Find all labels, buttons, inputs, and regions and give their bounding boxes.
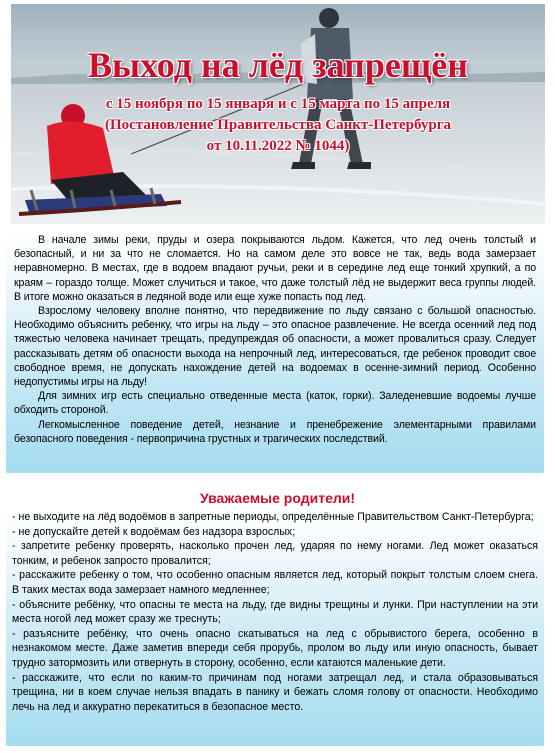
parents-heading: Уважаемые родители! <box>199 490 356 506</box>
banner-title: Выход на лёд запрещён <box>88 45 468 85</box>
banner-photo <box>11 4 545 224</box>
banner-decree: (Постановление Правительства Санкт-Петербурга <box>104 117 452 133</box>
info-panel <box>6 233 544 473</box>
parents-panel <box>6 510 544 746</box>
advice-item: - запретите ребенку проверять, насколько прочен лед, ударяя по нему ногами. Лед может оказаться тонким, и ребенок запросто провалится; <box>12 540 538 567</box>
advice-item: - разъясните ребёнку, что очень опасно скатываться на лед с обрывистого берега, особенно в незнакомом месте. Даже заметив впереди себя прорубь, пролом во льду или иную опасность, бывает трудно затормозить или отвернуть в сторону, особенно, если катаются маленькие дети. <box>12 627 538 669</box>
banner-period: с 15 ноября по 15 января и с 15 марта по 15 апреля <box>105 96 451 112</box>
advice-item: - не допускайте детей к водоёмам без надзора взрослых; <box>12 525 296 538</box>
advice-item: - расскажите ребенку о том, что особенно опасным является лед, который покрыт толстым слоем снега. В таких местах вода замерзает намного медленнее; <box>12 569 538 596</box>
advice-item: - расскажите, что если по каким-то причинам под ногами затрещал лед, и стала образовываться трещина, ни в коем случае нельзя впадать в панику и бежать сломя голову от опасности. Необходимо лечь на лед и аккуратно перекатиться в безопасное место. <box>12 671 538 713</box>
info-paragraph: Легкомысленное поведение детей, незнание и пренебрежение элементарными правилами безопасного поведения - первопричина грустных и трагических последствий. <box>14 418 536 445</box>
advice-item: - не выходите на лёд водоёмов в запретные периоды, определённые Правительством Санкт-Петербурга; <box>12 511 534 523</box>
info-paragraph: Для зимних игр есть специально отведенные места (каток, горки). Заледеневшие водоемы лучше обходить стороной. <box>14 390 536 417</box>
advice-item: - объясните ребёнку, что опасны те места на льду, где видны трещины и лунки. При наступлении на эти места ногой лед может сразу же треснуть; <box>12 598 538 626</box>
winter-ice-scene-image <box>11 4 545 224</box>
banner-decree-date: от 10.11.2022 № 1044) <box>206 138 350 154</box>
info-paragraph: Взрослому человеку вполне понятно, что передвижение по льду связано с большой опасностью. Необходимо объяснить ребенку, что игры на льду – это опасное развлечение. Не всегда осенний лед под тяжестью человека начинает трещать, предупреждая об опасности, а может провалиться сразу. Следует рассказывать детям об опасности выхода на непрочный лед, интересоваться, где ребенок проводит свое свободное время, не допускать нахождение детей на водоемах в осенне-зимний период. Особенно недопустимы игры на льду! <box>14 305 536 389</box>
info-paragraph: В начале зимы реки, пруды и озера покрываются льдом. Кажется, что лед очень толстый и безопасный, и ни за что не сломается. Но на самом деле это вовсе не так, ведь вода замерзает неравномерно. В местах, где в водоем впадают ручьи, реки и в середине лед еще тонкий хрупкий, а по краям – гораздо толще. Может случиться и такое, что даже толстый лёд не выдержит веса группы людей. В итоге можно оказаться в ледяной воде или еще хуже попасть под лед. <box>14 234 536 303</box>
